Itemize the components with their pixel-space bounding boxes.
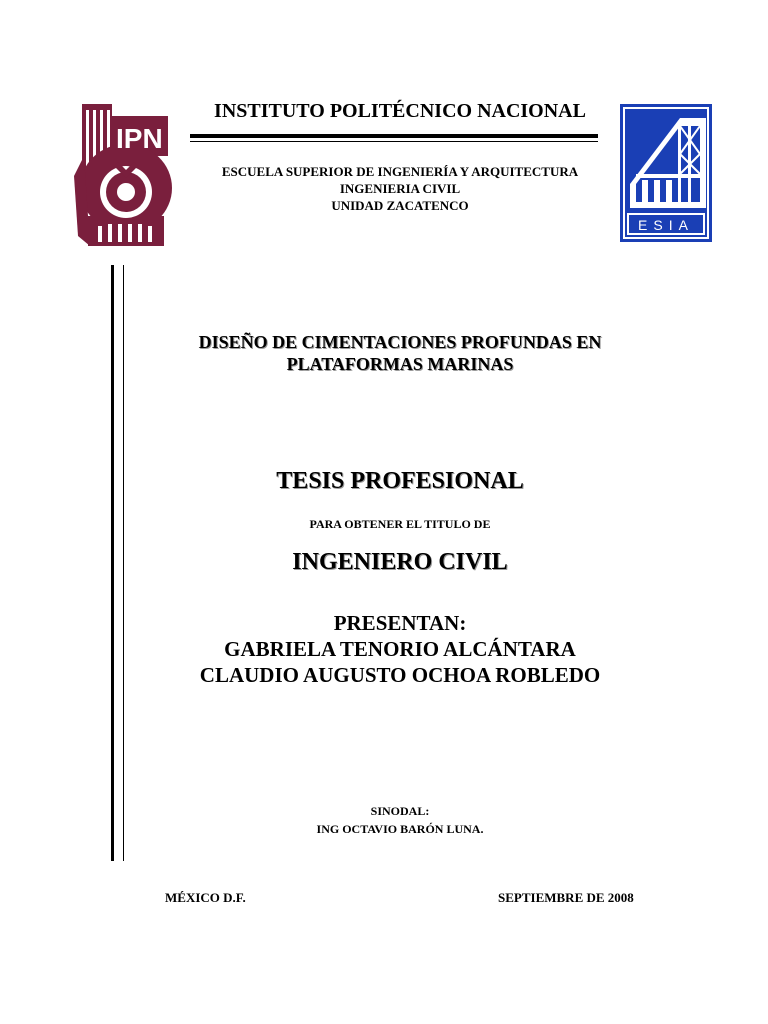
svg-text:IPN: IPN xyxy=(116,123,163,154)
authors-block xyxy=(140,610,660,688)
sinodal-name: ING OCTAVIO BARÓN LUNA. xyxy=(316,822,484,836)
author-name: GABRIELA TENORIO ALCÁNTARA xyxy=(224,637,576,661)
thesis-title-line: PLATAFORMAS MARINAS xyxy=(286,354,514,374)
thesis-title-line: DISEÑO DE CIMENTACIONES PROFUNDAS EN xyxy=(198,332,602,352)
header-rule-thick xyxy=(190,134,598,138)
school-name: ESCUELA SUPERIOR DE INGENIERÍA Y ARQUITECTURA xyxy=(221,164,579,179)
date: SEPTIEMBRE DE 2008 xyxy=(498,890,634,905)
degree-title: INGENIERO CIVIL xyxy=(292,549,508,575)
esia-logo xyxy=(620,104,712,242)
svg-text:ESIA: ESIA xyxy=(638,217,694,233)
ipn-seal-icon xyxy=(68,96,176,250)
authors-label: PRESENTAN: xyxy=(333,611,467,635)
campus-name: UNIDAD ZACATENCO xyxy=(331,198,469,213)
header-rule-thin xyxy=(190,141,598,142)
esia-building-icon xyxy=(620,104,712,242)
author-name: CLAUDIO AUGUSTO OCHOA ROBLEDO xyxy=(199,663,601,687)
thesis-title xyxy=(140,331,660,375)
thesis-type: TESIS PROFESIONAL xyxy=(276,468,524,494)
ipn-logo xyxy=(68,96,176,250)
margin-bar-thin xyxy=(123,265,124,861)
sinodal-block xyxy=(140,802,660,838)
thesis-purpose: PARA OBTENER EL TITULO DE xyxy=(309,517,491,531)
margin-bar-thick xyxy=(111,265,114,861)
school-block xyxy=(180,163,620,214)
sinodal-label: SINODAL: xyxy=(370,804,430,818)
career-name: INGENIERIA CIVIL xyxy=(339,181,461,196)
institution-title: INSTITUTO POLITÉCNICO NACIONAL xyxy=(214,100,586,122)
place: MÉXICO D.F. xyxy=(165,890,246,905)
